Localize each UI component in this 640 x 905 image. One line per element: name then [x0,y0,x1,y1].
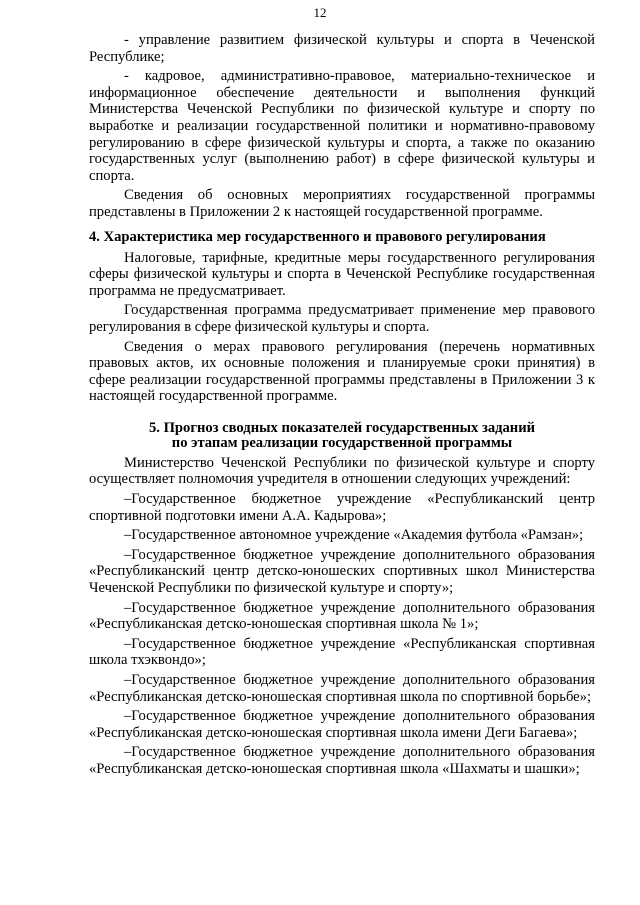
institution-item: –Государственное бюджетное учреждение дополнительного образования «Республиканский центр детско-юношеских спортивных школ Министерства Чеченской Республики по физической культуре и спорту»; [89,546,595,597]
section-4-paragraph: Сведения о мерах правового регулирования (перечень нормативных правовых актов, их основные положения и планируемые сроки принятия) в сфере реализации государственной программы представлены в Приложении 3 к настоящей государственной программе. [89,338,595,405]
section-4-heading: 4. Характеристика мер государственного и правового регулирования [89,228,546,245]
intro-item: - управление развитием физической культуры и спорта в Чеченской Республике; [89,32,595,65]
section-4-paragraph: Государственная программа предусматривает применение мер правового регулирования в сфере физической культуры и спорта. [89,302,595,335]
section-5-heading-line-2: по этапам реализации государственной программы [171,434,513,451]
intro-note: Сведения об основных мероприятиях государственной программы представлены в Приложении 2 к настоящей государственной программе. [89,187,595,220]
institution-item: –Государственное бюджетное учреждение дополнительного образования «Республиканская детско-юношеская спортивная школа по спортивной борьбе»; [89,672,595,705]
section-5-heading [89,421,595,451]
document-body [89,32,595,781]
section-4-paragraph: Налоговые, тарифные, кредитные меры государственного регулирования сферы физической культуры и спорта в Чеченской Республике государственная программа не предусматривает. [89,249,595,299]
institution-item: –Государственное бюджетное учреждение «Республиканский центр спортивной подготовки имени А.А. Кадырова»; [89,491,595,524]
institution-item: –Государственное автономное учреждение «Академия футбола «Рамзан»; [124,527,584,544]
institution-item: –Государственное бюджетное учреждение дополнительного образования «Республиканская детско-юношеская спортивная школа имени Деги Багаева»; [89,708,595,741]
page-number: 12 [313,5,327,20]
institution-item: –Государственное бюджетное учреждение «Республиканская спортивная школа тхэквондо»; [89,635,595,669]
intro-item: - кадровое, административно-правовое, материально-техническое и информационное обеспечение деятельности и выполнения функций Министерства Чеченской Республики по физической культуре и спорту по выработке и реализации государственной политики и нормативно-правовому регулированию в сфере физической культуры и спорта, а также по оказанию государственных услуг (выполнению работ) в сфере физической культуры и спорта. [89,68,595,184]
section-5-intro: Министерство Чеченской Республики по физической культуре и спорту осуществляет полномочия учредителя в отношении следующих учреждений: [89,454,595,488]
section-5-heading-line-1: 5. Прогноз сводных показателей государственных заданий [148,419,536,436]
institution-item: –Государственное бюджетное учреждение дополнительного образования «Республиканская детско-юношеская спортивная школа № 1»; [89,599,595,633]
institution-item: –Государственное бюджетное учреждение дополнительного образования «Республиканская детско-юношеская спортивная школа «Шахматы и шашки»; [89,744,595,777]
